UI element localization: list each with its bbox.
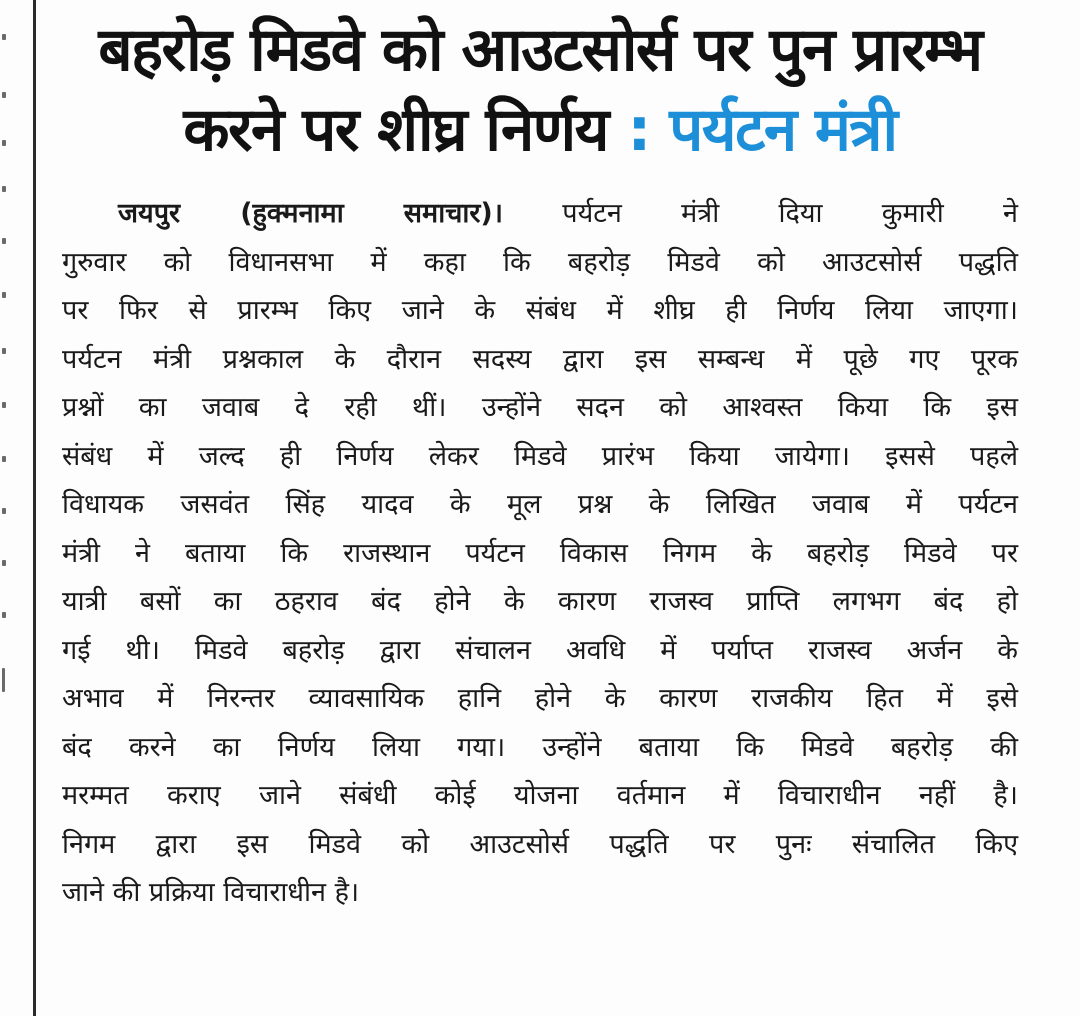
body-line: अभाव में निरन्तर व्यावसायिक हानि होने के कारण राजकीय हित में इसे: [62, 683, 1018, 714]
body-line: जाने की प्रक्रिया विचाराधीन है।: [62, 877, 360, 908]
body-line: पर्यटन मंत्री प्रश्नकाल के दौरान सदस्य द्वारा इस सम्बन्ध में पूछे गए पूरक: [62, 343, 1018, 375]
body-line: गई थी। मिडवे बहरोड़ द्वारा संचालन अवधि में पर्याप्त राजस्व अर्जन के: [62, 634, 1018, 666]
body-line: प्रश्नों का जवाब दे रही थीं। उन्होंने सदन को आश्वस्त किया कि इस: [62, 392, 1018, 423]
body-line: यात्री बसों का ठहराव बंद होने के कारण राजस्व प्राप्ति लगभग बंद हो: [62, 586, 1018, 617]
adjacent-column-edge: [0, 0, 20, 1016]
column-rule: [33, 0, 36, 1016]
body-line: विधायक जसवंत सिंह यादव के मूल प्रश्न के लिखित जवाब में पर्यटन: [62, 489, 1018, 520]
body-line: बंद करने का निर्णय लिया गया। उन्होंने बताया कि मिडवे बहरोड़ की: [62, 731, 1018, 763]
headline-line-2: [62, 90, 1018, 170]
body-line: मंत्री ने बताया कि राजस्थान पर्यटन विकास निगम के बहरोड़ मिडवे पर: [62, 537, 1018, 569]
body-line: निगम द्वारा इस मिडवे को आउटसोर्स पद्धति पर पुनः संचालित किए: [62, 828, 1018, 860]
headline: [62, 10, 1018, 170]
body-line: गुरुवार को विधानसभा में कहा कि बहरोड़ मिडवे को आउटसोर्स पद्धति: [62, 246, 1018, 278]
body-line: मरम्मत कराए जाने संबंधी कोई योजना वर्तमान में विचाराधीन नहीं है।: [62, 780, 1018, 811]
headline-tag: पर्यटन मंत्री: [669, 95, 897, 165]
dateline: जयपुर (हुक्मनामा समाचार)।: [118, 198, 503, 229]
article: [62, 10, 1018, 918]
body-line: संबंध में जल्द ही निर्णय लेकर मिडवे प्रारंभ किया जायेगा। इससे पहले: [62, 440, 1018, 472]
headline-line-1: बहरोड़ मिडवे को आउटसोर्स पर पुन प्रारम्भ: [98, 15, 982, 85]
body-line: पर फिर से प्रारम्भ किए जाने के संबंध में शीघ्र ही निर्णय लिया जाएगा।: [62, 295, 1018, 326]
headline-line-2-main: करने पर शीघ्र निर्णय: [183, 95, 608, 165]
body-line: [62, 190, 1018, 239]
body-line-text: पर्यटन मंत्री दिया कुमारी ने: [502, 198, 1018, 229]
headline-separator: :: [607, 95, 670, 165]
article-body: [62, 190, 1018, 918]
